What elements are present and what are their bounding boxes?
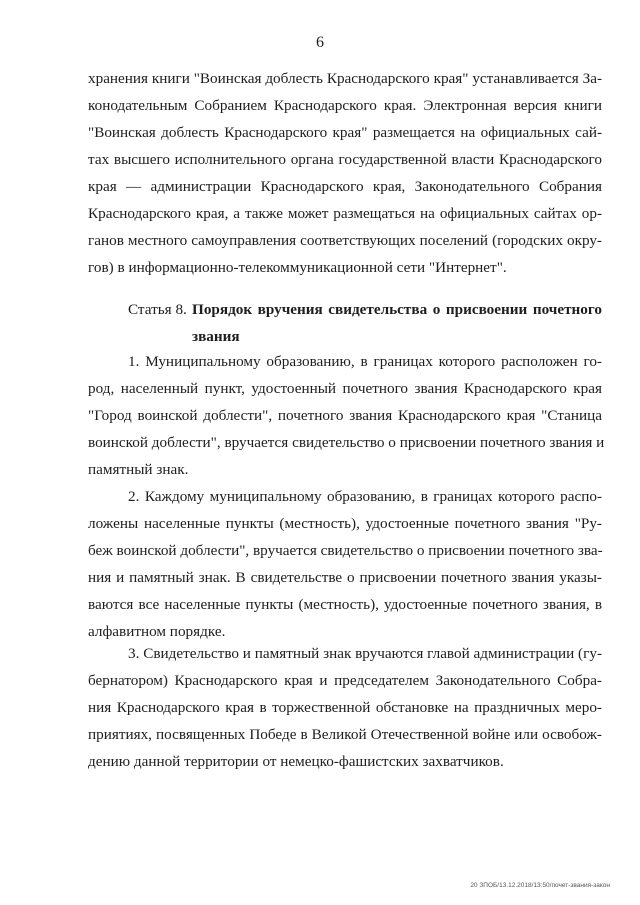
text-line: ния и памятный знак. В свидетельстве о присвоении почетного звания указы- bbox=[88, 569, 602, 586]
text-line: беж воинской доблести", вручается свидетельство о присвоении почетного зва- bbox=[88, 542, 603, 559]
text-line: тах высшего исполнительного органа государственной власти Краснодарского bbox=[88, 151, 602, 168]
text-line: ганов местного самоуправления соответствующих поселений (городских окру- bbox=[88, 232, 602, 249]
text-line: ния Краснодарского края в торжественной обстановке на праздничных меро- bbox=[88, 699, 602, 716]
article-label: Статья 8. bbox=[128, 301, 187, 318]
text-line: памятный знак. bbox=[88, 461, 189, 478]
text-line: "Воинская доблесть Краснодарского края" размещается на официальных сай- bbox=[88, 124, 602, 141]
text-line: гов) в информационно-телекоммуникационной сети "Интернет". bbox=[88, 259, 507, 276]
text-line: бернатором) Краснодарского края и председателем Законодательного Собра- bbox=[88, 672, 602, 689]
text-line: алфавитном порядке. bbox=[88, 623, 226, 640]
text-line: 2. Каждому муниципальному образованию, в границах которого распо- bbox=[128, 488, 602, 505]
text-line: приятиях, посвященных Победе в Великой Отечественной войне или освобож- bbox=[88, 726, 602, 743]
text-line: ложены населенные пункты (местность), удостоенные почетного звания "Ру- bbox=[88, 515, 602, 532]
text-line: 1. Муниципальному образованию, в границах которого расположен го- bbox=[128, 353, 602, 370]
text-line: воинской доблести", вручается свидетельство о присвоении почетного звания и bbox=[88, 434, 605, 451]
article-title-line: звания bbox=[192, 328, 240, 345]
text-line: ваются все населенные пункты (местность), удостоенные почетного звания, в bbox=[88, 596, 602, 613]
page-number: 6 bbox=[316, 34, 324, 51]
text-line: конодательным Собранием Краснодарского края. Электронная версия книги bbox=[88, 97, 602, 114]
text-line: хранения книги "Воинская доблесть Краснодарского края" устанавливается За- bbox=[88, 70, 602, 87]
text-line: род, населенный пункт, удостоенный почетного звания Краснодарского края bbox=[88, 380, 602, 397]
text-line: 3. Свидетельство и памятный знак вручаются главой администрации (гу- bbox=[128, 645, 603, 662]
text-line: "Город воинской доблести", почетного звания Краснодарского края "Станица bbox=[88, 407, 602, 424]
footer-code: 20 ЗПОБ/13.12.2018/13:50/почет-звания-закон bbox=[470, 882, 610, 889]
text-line: дению данной территории от немецко-фашистских захватчиков. bbox=[88, 753, 504, 770]
article-title-line: Порядок вручения свидетельства о присвоении почетного bbox=[192, 301, 602, 318]
text-line: Краснодарского края, а также может размещаться на официальных сайтах ор- bbox=[88, 205, 602, 222]
text-line: края — администрации Краснодарского края, Законодательного Собрания bbox=[88, 178, 602, 195]
